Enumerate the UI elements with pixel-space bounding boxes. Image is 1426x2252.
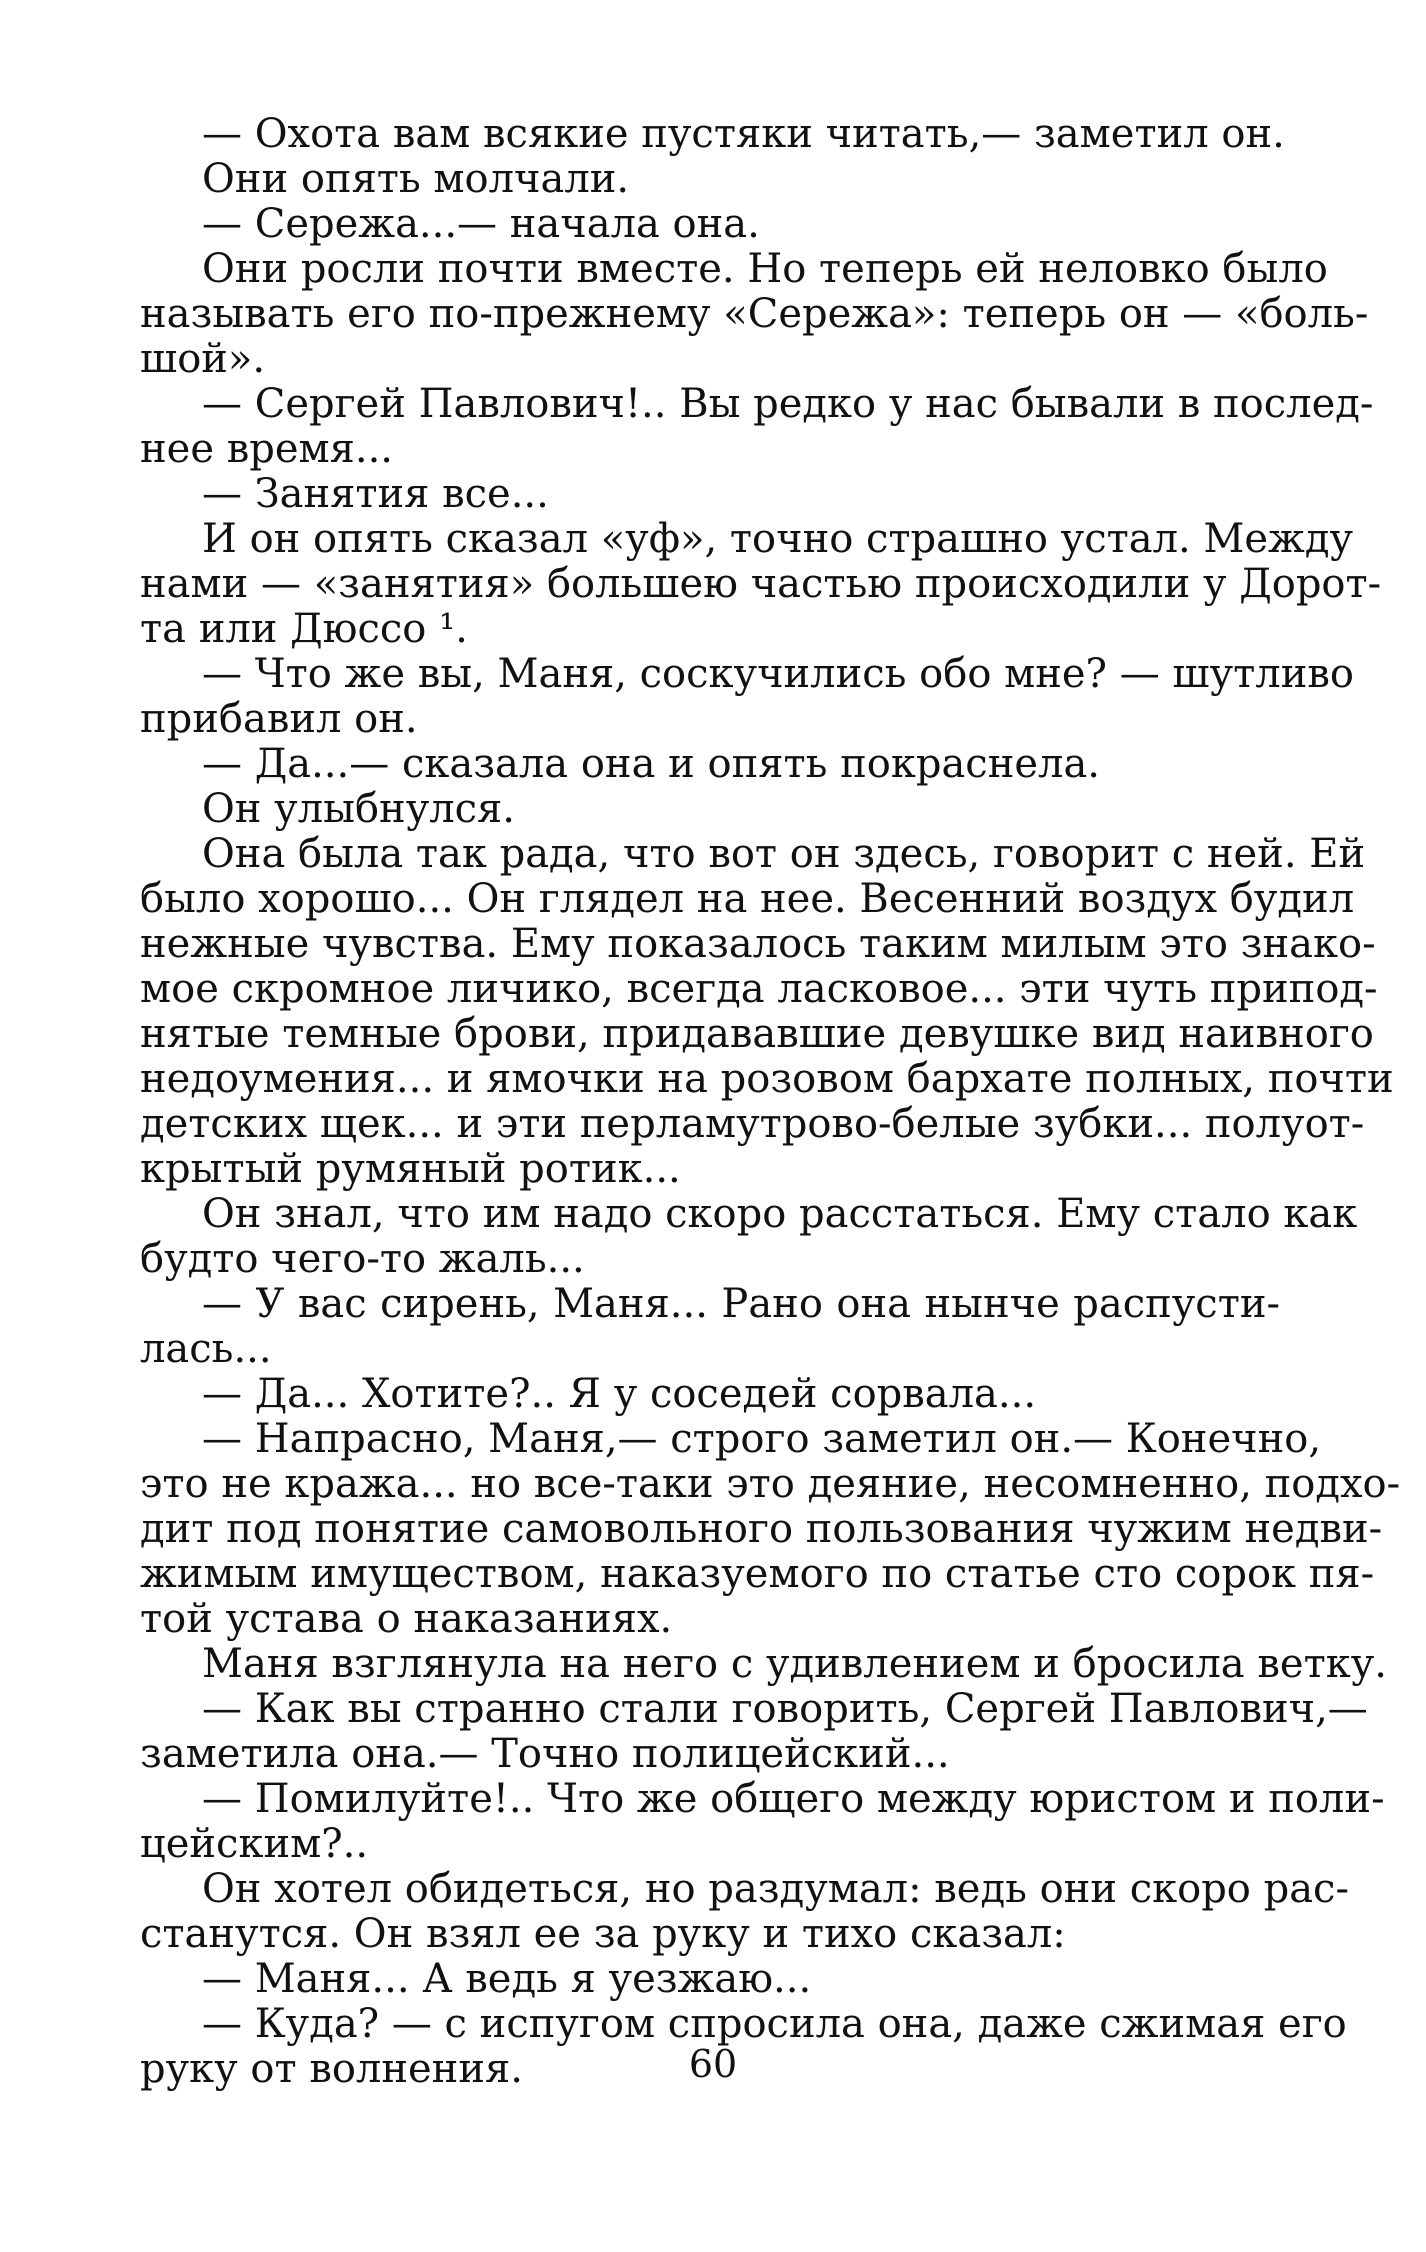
- text-line: Он хотел обидеться, но раздумал: ведь они скоро рас-: [202, 1866, 1349, 1912]
- text-line: заметила она.— Точно полицейский...: [140, 1731, 950, 1777]
- text-line: будто чего-то жаль...: [140, 1236, 585, 1282]
- text-line: нятые темные брови, придававшие девушке вид наивного: [140, 1011, 1374, 1057]
- text-line: нежные чувства. Ему показалось таким милым это знако-: [140, 921, 1376, 967]
- text-line: было хорошо... Он глядел на нее. Весенний воздух будил: [140, 876, 1355, 922]
- text-line: нее время...: [140, 426, 394, 472]
- text-line: — Да... Хотите?.. Я у соседей сорвала...: [202, 1371, 1037, 1417]
- text-line: Маня взглянула на него с удивлением и бросила ветку.: [202, 1641, 1387, 1687]
- text-line: — Занятия все...: [202, 471, 549, 517]
- text-line: мое скромное личико, всегда ласковое... эти чуть припод-: [140, 966, 1378, 1012]
- text-line: та или Дюссо ¹.: [140, 606, 468, 652]
- text-line: Он знал, что им надо скоро расстаться. Ему стало как: [202, 1191, 1358, 1237]
- text-line: Она была так рада, что вот он здесь, говорит с ней. Ей: [202, 831, 1366, 877]
- text-line: детских щек... и эти перламутрово-белые зубки... полуот-: [140, 1101, 1365, 1147]
- text-line: — Что же вы, Маня, соскучились обо мне? — шутливо: [202, 651, 1354, 697]
- text-line: шой».: [140, 336, 266, 382]
- text-line: цейским?..: [140, 1821, 369, 1867]
- text-line: — Да...— сказала она и опять покраснела.: [202, 741, 1101, 787]
- paragraph: [140, 516, 1382, 652]
- text-line: Они опять молчали.: [202, 156, 630, 202]
- paragraph: [140, 1957, 1280, 2002]
- text-line: Они росли почти вместе. Но теперь ей неловко было: [202, 246, 1328, 292]
- paragraph: [140, 472, 1280, 517]
- page-number: 60: [688, 2042, 738, 2086]
- text-line: — Маня... А ведь я уезжаю...: [202, 1956, 812, 2002]
- text-line: прибавил он.: [140, 696, 418, 742]
- text-line: жимым имуществом, наказуемого по статье сто сорок пя-: [140, 1551, 1375, 1597]
- text-line: — Сережа...— начала она.: [202, 201, 760, 247]
- text-line: нами — «занятия» большею частью происходили у Дорот-: [140, 561, 1382, 607]
- text-line: — Напрасно, Маня,— строго заметил он.— Конечно,: [202, 1416, 1322, 1462]
- paragraph: [140, 1866, 1349, 1957]
- text-line: лась...: [140, 1326, 272, 1372]
- text-line: — Как вы странно стали говорить, Сергей Павлович,—: [202, 1686, 1368, 1732]
- paragraph: [140, 1641, 1387, 1687]
- text-line: крытый румяный ротик...: [140, 1146, 681, 1192]
- text-line: это не кража... но все-таки это деяние, несомненно, подхо-: [140, 1461, 1401, 1507]
- text-line: — У вас сирень, Маня... Рано она нынче распусти-: [202, 1281, 1280, 1327]
- paragraph: [140, 1776, 1385, 1867]
- paragraph: [140, 246, 1369, 382]
- paragraph: [140, 831, 1394, 1192]
- page-body: [140, 111, 1401, 2092]
- text-line: станутся. Он взял ее за руку и тихо сказал:: [140, 1911, 1066, 1957]
- paragraph: [140, 1686, 1368, 1777]
- text-line: называть его по-прежнему «Сережа»: теперь он — «боль-: [140, 291, 1369, 337]
- text-line: руку от волнения.: [140, 2046, 523, 2092]
- paragraph: [140, 111, 1285, 157]
- text-line: дит под понятие самовольного пользования чужим недви-: [140, 1506, 1383, 1552]
- paragraph: [140, 1191, 1358, 1282]
- paragraph: [140, 1416, 1401, 1642]
- text-line: — Сергей Павлович!.. Вы редко у нас бывали в послед-: [202, 381, 1374, 427]
- paragraph: [140, 651, 1354, 742]
- text-line: — Куда? — с испугом спросила она, даже сжимая его: [202, 2001, 1347, 2047]
- text-line: — Помилуйте!.. Что же общего между юристом и поли-: [202, 1776, 1385, 1822]
- text-line: той устава о наказаниях.: [140, 1596, 673, 1642]
- paragraph: [140, 157, 1280, 202]
- text-line: — Охота вам всякие пустяки читать,— заметил он.: [202, 111, 1285, 157]
- paragraph: [140, 1282, 1280, 1372]
- text-line: недоумения... и ямочки на розовом бархате полных, почти: [140, 1056, 1394, 1102]
- paragraph: [140, 381, 1374, 472]
- paragraph: [140, 787, 1280, 832]
- text-line: Он улыбнулся.: [202, 786, 515, 832]
- paragraph: [140, 1372, 1280, 1417]
- text-line: И он опять сказал «уф», точно страшно устал. Между: [202, 516, 1353, 562]
- paragraph: [140, 202, 1280, 247]
- paragraph: [140, 742, 1280, 787]
